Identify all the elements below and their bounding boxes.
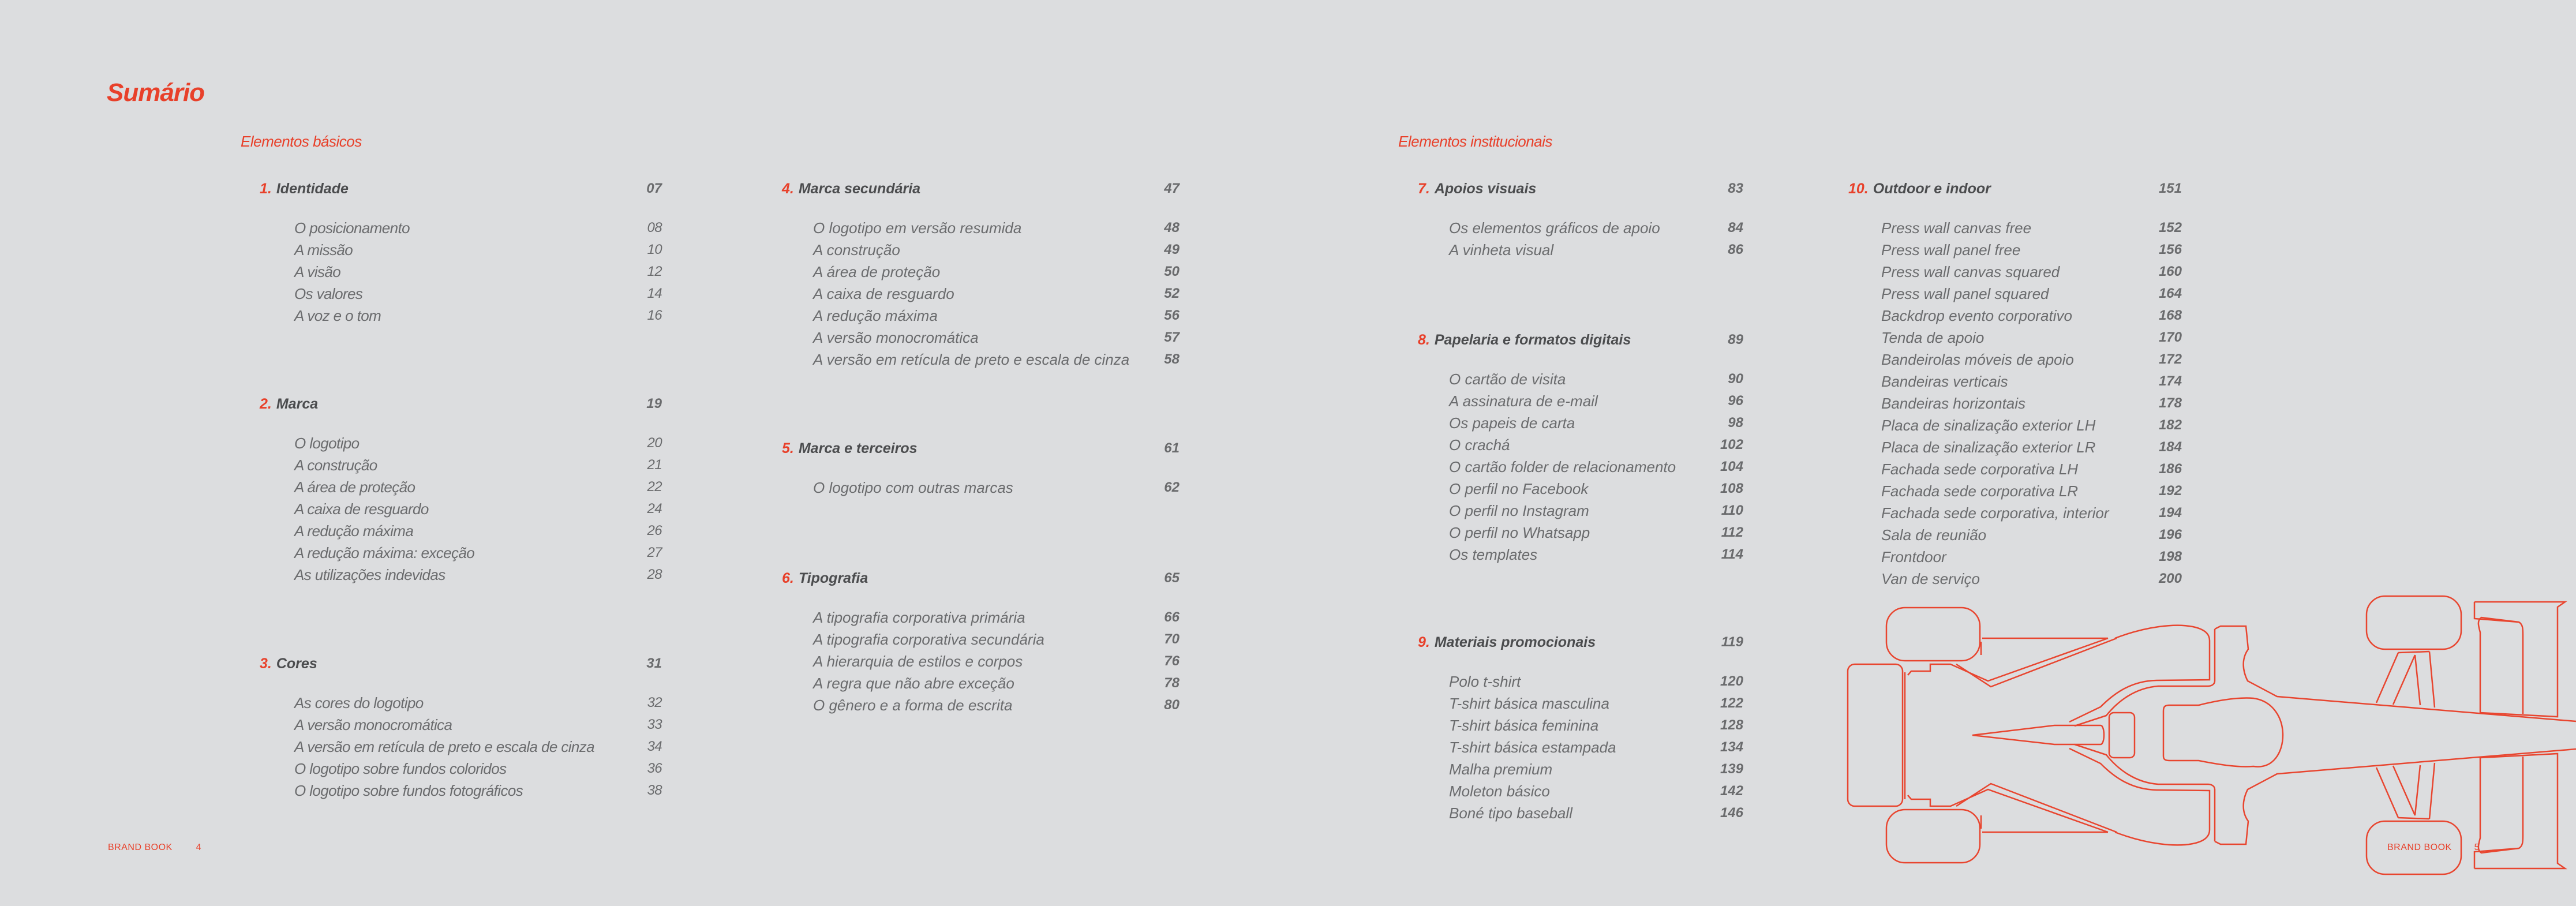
- toc-entry[interactable]: [260, 714, 662, 736]
- footer-right: [2387, 843, 2480, 853]
- entry-label: A hierarquia de estilos e corpos: [813, 653, 1023, 670]
- section-page-number: 47: [1164, 181, 1180, 196]
- entry-label: A redução máxima: [813, 307, 938, 324]
- section-number: 5.: [782, 440, 794, 456]
- toc-entry[interactable]: [1848, 370, 2182, 392]
- entry-label: O crachá: [1449, 436, 1510, 454]
- toc-entry[interactable]: [1418, 478, 1743, 500]
- entry-page-number: 56: [1164, 308, 1180, 323]
- toc-section: [782, 178, 1180, 370]
- toc-entry[interactable]: [260, 736, 662, 758]
- section-title: Marca secundária: [798, 181, 921, 197]
- entry-label: T-shirt básica estampada: [1449, 739, 1616, 756]
- section-page-number: 151: [2158, 181, 2182, 196]
- entry-label: Backdrop evento corporativo: [1881, 307, 2072, 324]
- toc-entry[interactable]: [260, 758, 662, 780]
- toc-entry[interactable]: [1418, 714, 1743, 736]
- entry-page-number: 26: [647, 523, 662, 538]
- entry-page-number: 139: [1720, 761, 1743, 777]
- entry-label: A redução máxima: exceção: [294, 544, 475, 561]
- toc-entry[interactable]: [1848, 458, 2182, 480]
- toc-entry[interactable]: [260, 432, 662, 454]
- toc-entry[interactable]: [1418, 544, 1743, 566]
- entry-page-number: 84: [1728, 220, 1743, 235]
- entry-page-number: 20: [647, 435, 662, 451]
- entry-label: As cores do logotipo: [294, 694, 424, 712]
- entry-label: Bandeiras horizontais: [1881, 395, 2026, 412]
- entry-page-number: 104: [1720, 459, 1743, 474]
- toc-entry[interactable]: [1418, 368, 1743, 390]
- entry-page-number: 134: [1720, 739, 1743, 755]
- entry-page-number: 196: [2158, 527, 2182, 542]
- entry-label: A versão em retícula de preto e escala de cinza: [294, 738, 595, 755]
- entry-page-number: 110: [1721, 503, 1743, 518]
- toc-entry[interactable]: [1848, 217, 2182, 239]
- entry-label: A versão em retícula de preto e escala de cinza: [813, 351, 1130, 368]
- entry-label: A missão: [294, 241, 353, 259]
- section-title: Apoios visuais: [1434, 181, 1537, 197]
- entry-page-number: 96: [1728, 393, 1743, 409]
- toc-entry[interactable]: [260, 239, 662, 261]
- toc-section-heading[interactable]: [782, 437, 1180, 459]
- entry-page-number: 52: [1164, 286, 1180, 301]
- entry-page-number: 174: [2158, 373, 2182, 389]
- toc-section-heading[interactable]: [260, 653, 662, 675]
- section-number: 9.: [1418, 634, 1430, 650]
- entry-label: Moleton básico: [1449, 783, 1550, 800]
- toc-entry[interactable]: [782, 628, 1180, 650]
- toc-section: [782, 567, 1180, 716]
- entry-page-number: 164: [2158, 286, 2182, 301]
- entry-label: O perfil no Instagram: [1449, 502, 1589, 519]
- footer-brand-label: BRAND BOOK: [2387, 843, 2452, 852]
- section-page-number: 65: [1164, 570, 1180, 586]
- entry-label: O logotipo com outras marcas: [813, 479, 1013, 496]
- toc-entry[interactable]: [260, 692, 662, 714]
- toc-column: [1418, 0, 1743, 906]
- toc-section-heading[interactable]: [1418, 631, 1743, 653]
- section-number: 7.: [1418, 181, 1430, 197]
- entry-page-number: 48: [1164, 220, 1180, 235]
- entry-label: A versão monocromática: [294, 716, 452, 733]
- entry-page-number: 78: [1164, 675, 1180, 691]
- entry-label: Placa de sinalização exterior LR: [1881, 439, 2096, 456]
- entry-page-number: 10: [647, 242, 662, 257]
- entry-label: O perfil no Whatsapp: [1449, 524, 1590, 541]
- entry-page-number: 160: [2158, 264, 2182, 279]
- entry-label: A voz e o tom: [294, 307, 381, 324]
- entry-label: A visão: [294, 263, 341, 280]
- entry-label: Press wall canvas free: [1881, 219, 2032, 237]
- toc-entry[interactable]: [1848, 546, 2182, 568]
- entry-label: Boné tipo baseball: [1449, 804, 1572, 822]
- entry-page-number: 184: [2158, 439, 2182, 455]
- entry-page-number: 114: [1721, 546, 1743, 562]
- toc-entry[interactable]: [782, 305, 1180, 327]
- toc-entry[interactable]: [782, 283, 1180, 305]
- entry-label: Press wall panel free: [1881, 241, 2021, 259]
- toc-entry[interactable]: [1848, 568, 2182, 590]
- entry-label: A redução máxima: [294, 522, 414, 540]
- section-number: 3.: [260, 656, 272, 672]
- entry-label: As utilizações indevidas: [294, 566, 445, 583]
- entry-label: Polo t-shirt: [1449, 673, 1521, 690]
- group-heading-institutional-elements: Elementos institucionais: [1398, 133, 1552, 150]
- toc-section-heading[interactable]: [782, 567, 1180, 589]
- entry-label: Os valores: [294, 285, 363, 302]
- section-page-number: 83: [1728, 181, 1743, 196]
- toc-entry[interactable]: [782, 261, 1180, 283]
- entry-label: O posicionamento: [294, 219, 410, 237]
- entry-page-number: 08: [647, 220, 662, 235]
- entry-label: O gênero e a forma de escrita: [813, 697, 1013, 714]
- toc-column: [1848, 0, 2182, 906]
- entry-label: O cartão de visita: [1449, 370, 1566, 388]
- entry-label: O perfil no Facebook: [1449, 480, 1589, 497]
- entry-label: A caixa de resguardo: [294, 500, 429, 518]
- group-heading-basic-elements: Elementos básicos: [241, 133, 362, 150]
- entry-label: O logotipo em versão resumida: [813, 219, 1022, 237]
- section-title: Cores: [276, 656, 317, 672]
- entry-page-number: 102: [1720, 437, 1743, 452]
- toc-entry[interactable]: [1418, 412, 1743, 434]
- toc-section: [1418, 631, 1743, 824]
- entry-page-number: 62: [1164, 480, 1180, 495]
- entry-label: Os elementos gráficos de apoio: [1449, 219, 1660, 237]
- entry-page-number: 192: [2158, 483, 2182, 499]
- toc-entry[interactable]: [260, 454, 662, 476]
- entry-label: Os papeis de carta: [1449, 414, 1575, 432]
- entry-label: Os templates: [1449, 546, 1538, 563]
- section-title: Identidade: [276, 181, 349, 197]
- entry-label: O logotipo sobre fundos coloridos: [294, 760, 507, 777]
- entry-label: Bandeirolas móveis de apoio: [1881, 351, 2074, 368]
- section-title: Marca: [276, 396, 319, 412]
- page-number: 4: [196, 843, 202, 852]
- section-title: Marca e terceiros: [798, 440, 918, 456]
- toc-entry[interactable]: [1848, 414, 2182, 436]
- entry-page-number: 120: [1720, 673, 1743, 689]
- toc-entry[interactable]: [1418, 500, 1743, 522]
- section-title: Tipografia: [798, 570, 868, 586]
- toc-entry[interactable]: [1418, 217, 1743, 239]
- entry-label: Fachada sede corporativa LR: [1881, 482, 2079, 500]
- entry-page-number: 142: [1720, 783, 1743, 799]
- entry-page-number: 146: [1720, 805, 1743, 821]
- toc-section: [782, 437, 1180, 499]
- entry-page-number: 36: [647, 761, 662, 776]
- footer-left: [108, 843, 201, 853]
- toc-entry[interactable]: [1848, 261, 2182, 283]
- entry-page-number: 200: [2158, 571, 2182, 586]
- entry-label: A regra que não abre exceção: [813, 675, 1014, 692]
- entry-label: O cartão folder de relacionamento: [1449, 458, 1676, 476]
- toc-entry[interactable]: [782, 694, 1180, 716]
- entry-page-number: 122: [1720, 695, 1743, 711]
- entry-label: Tenda de apoio: [1881, 329, 1985, 346]
- toc-entry[interactable]: [260, 261, 662, 283]
- entry-page-number: 152: [2158, 220, 2182, 235]
- section-number: 4.: [782, 181, 794, 197]
- entry-label: A construção: [813, 241, 900, 259]
- toc-entry[interactable]: [1418, 456, 1743, 478]
- entry-page-number: 170: [2158, 330, 2182, 345]
- toc-entry[interactable]: [1848, 283, 2182, 305]
- entry-page-number: 168: [2158, 308, 2182, 323]
- entry-label: Frontdoor: [1881, 548, 1946, 566]
- entry-page-number: 24: [647, 501, 662, 516]
- entry-page-number: 70: [1164, 631, 1180, 647]
- entry-page-number: 66: [1164, 609, 1180, 625]
- entry-label: Press wall panel squared: [1881, 285, 2049, 302]
- toc-section: [260, 653, 662, 802]
- entry-page-number: 27: [647, 545, 662, 560]
- entry-page-number: 22: [647, 479, 662, 495]
- footer-brand-label: BRAND BOOK: [108, 843, 173, 852]
- section-title: Papelaria e formatos digitais: [1434, 332, 1631, 348]
- entry-page-number: 58: [1164, 351, 1180, 367]
- entry-page-number: 57: [1164, 330, 1180, 345]
- toc-entry[interactable]: [260, 283, 662, 305]
- toc-section: [260, 393, 662, 586]
- toc-entry[interactable]: [782, 327, 1180, 349]
- toc-entry[interactable]: [260, 780, 662, 802]
- toc-entry[interactable]: [782, 349, 1180, 370]
- toc-entry[interactable]: [1848, 305, 2182, 327]
- toc-column: [260, 0, 662, 906]
- toc-entry[interactable]: [1418, 692, 1743, 714]
- section-title: Materiais promocionais: [1434, 634, 1596, 650]
- entry-label: A área de proteção: [813, 263, 941, 280]
- section-page-number: 89: [1728, 332, 1743, 347]
- toc-section: [1848, 178, 2182, 590]
- toc-entry[interactable]: [1418, 239, 1743, 261]
- entry-label: Placa de sinalização exterior LH: [1881, 417, 2096, 434]
- toc-entry[interactable]: [1848, 239, 2182, 261]
- toc-entry[interactable]: [782, 239, 1180, 261]
- toc-entry[interactable]: [1418, 758, 1743, 780]
- toc-section-heading[interactable]: [1848, 178, 2182, 200]
- entry-page-number: 172: [2158, 351, 2182, 367]
- toc-entry[interactable]: [1418, 780, 1743, 802]
- entry-label: Malha premium: [1449, 761, 1553, 778]
- toc-entry[interactable]: [1848, 436, 2182, 458]
- toc-entry[interactable]: [1848, 502, 2182, 524]
- toc-entry[interactable]: [1418, 522, 1743, 544]
- section-number: 6.: [782, 570, 794, 586]
- entry-page-number: 33: [647, 717, 662, 732]
- toc-entry[interactable]: [1848, 349, 2182, 370]
- toc-entry[interactable]: [1418, 802, 1743, 824]
- entry-page-number: 16: [647, 308, 662, 323]
- entry-page-number: 86: [1728, 242, 1743, 257]
- entry-page-number: 50: [1164, 264, 1180, 279]
- entry-label: A construção: [294, 456, 377, 474]
- toc-entry[interactable]: [782, 650, 1180, 672]
- entry-label: A versão monocromática: [813, 329, 979, 346]
- toc-section-heading[interactable]: [1418, 178, 1743, 200]
- entry-page-number: 128: [1720, 717, 1743, 733]
- entry-page-number: 156: [2158, 242, 2182, 257]
- toc-entry[interactable]: [1848, 327, 2182, 349]
- entry-page-number: 32: [647, 695, 662, 710]
- toc-section-heading[interactable]: [1418, 329, 1743, 351]
- section-number: 10.: [1848, 181, 1869, 197]
- entry-page-number: 112: [1721, 525, 1743, 540]
- entry-page-number: 194: [2158, 505, 2182, 521]
- entry-label: Fachada sede corporativa, interior: [1881, 504, 2109, 522]
- toc-entry[interactable]: [1848, 480, 2182, 502]
- entry-page-number: 108: [1720, 481, 1743, 496]
- entry-label: A caixa de resguardo: [813, 285, 954, 302]
- toc-entry[interactable]: [1418, 671, 1743, 692]
- toc-entry[interactable]: [260, 305, 662, 327]
- toc-entry[interactable]: [782, 217, 1180, 239]
- toc-entry[interactable]: [260, 520, 662, 542]
- entry-label: A vinheta visual: [1449, 241, 1554, 259]
- entry-page-number: 80: [1164, 697, 1180, 713]
- toc-section-heading[interactable]: [260, 178, 662, 200]
- section-number: 2.: [260, 396, 272, 412]
- page-title: Sumário: [107, 78, 205, 107]
- toc-section-heading[interactable]: [260, 393, 662, 415]
- toc-entry[interactable]: [782, 477, 1180, 499]
- entry-page-number: 178: [2158, 395, 2182, 411]
- toc-section: [1418, 329, 1743, 566]
- entry-label: O logotipo sobre fundos fotográficos: [294, 782, 523, 799]
- entry-page-number: 21: [647, 457, 662, 473]
- entry-label: Bandeiras verticais: [1881, 373, 2008, 390]
- entry-page-number: 98: [1728, 415, 1743, 430]
- toc-entry[interactable]: [1418, 390, 1743, 412]
- toc-entry[interactable]: [260, 476, 662, 498]
- entry-page-number: 186: [2158, 461, 2182, 477]
- page-number: 5: [2474, 843, 2480, 852]
- toc-section-heading[interactable]: [782, 178, 1180, 200]
- entry-label: A tipografia corporativa primária: [813, 609, 1025, 626]
- entry-page-number: 34: [647, 739, 662, 754]
- toc-entry[interactable]: [260, 217, 662, 239]
- toc-section: [1418, 178, 1743, 261]
- entry-page-number: 14: [647, 286, 662, 301]
- toc-entry[interactable]: [260, 564, 662, 586]
- entry-label: A tipografia corporativa secundária: [813, 631, 1044, 648]
- toc-column: [782, 0, 1180, 906]
- section-page-number: 19: [646, 396, 662, 411]
- entry-page-number: 12: [647, 264, 662, 279]
- section-number: 8.: [1418, 332, 1430, 348]
- entry-page-number: 198: [2158, 549, 2182, 564]
- toc-entry[interactable]: [782, 607, 1180, 628]
- section-page-number: 07: [646, 181, 662, 196]
- entry-page-number: 28: [647, 567, 662, 582]
- entry-label: A assinatura de e-mail: [1449, 392, 1598, 410]
- entry-label: Fachada sede corporativa LH: [1881, 461, 2079, 478]
- toc-entry[interactable]: [1848, 392, 2182, 414]
- toc-entry[interactable]: [1418, 736, 1743, 758]
- entry-label: T-shirt básica masculina: [1449, 695, 1609, 712]
- entry-page-number: 49: [1164, 242, 1180, 257]
- toc-entry[interactable]: [782, 672, 1180, 694]
- section-title: Outdoor e indoor: [1873, 181, 1991, 197]
- rear-wheel: [2367, 596, 2461, 649]
- section-page-number: 61: [1164, 440, 1180, 456]
- section-page-number: 119: [1721, 634, 1743, 650]
- entry-label: Sala de reunião: [1881, 526, 1987, 544]
- entry-label: Van de serviço: [1881, 570, 1980, 587]
- entry-label: A área de proteção: [294, 478, 415, 496]
- section-number: 1.: [260, 181, 272, 197]
- section-page-number: 31: [646, 656, 662, 671]
- entry-page-number: 76: [1164, 653, 1180, 669]
- entry-page-number: 182: [2158, 417, 2182, 433]
- toc-entry[interactable]: [260, 542, 662, 564]
- toc-entry[interactable]: [1848, 524, 2182, 546]
- entry-label: T-shirt básica feminina: [1449, 717, 1599, 734]
- entry-label: Press wall canvas squared: [1881, 263, 2060, 280]
- toc-section: [260, 178, 662, 327]
- entry-page-number: 38: [647, 783, 662, 798]
- entry-label: O logotipo: [294, 435, 360, 452]
- entry-page-number: 90: [1728, 371, 1743, 387]
- toc-entry[interactable]: [1418, 434, 1743, 456]
- toc-entry[interactable]: [260, 498, 662, 520]
